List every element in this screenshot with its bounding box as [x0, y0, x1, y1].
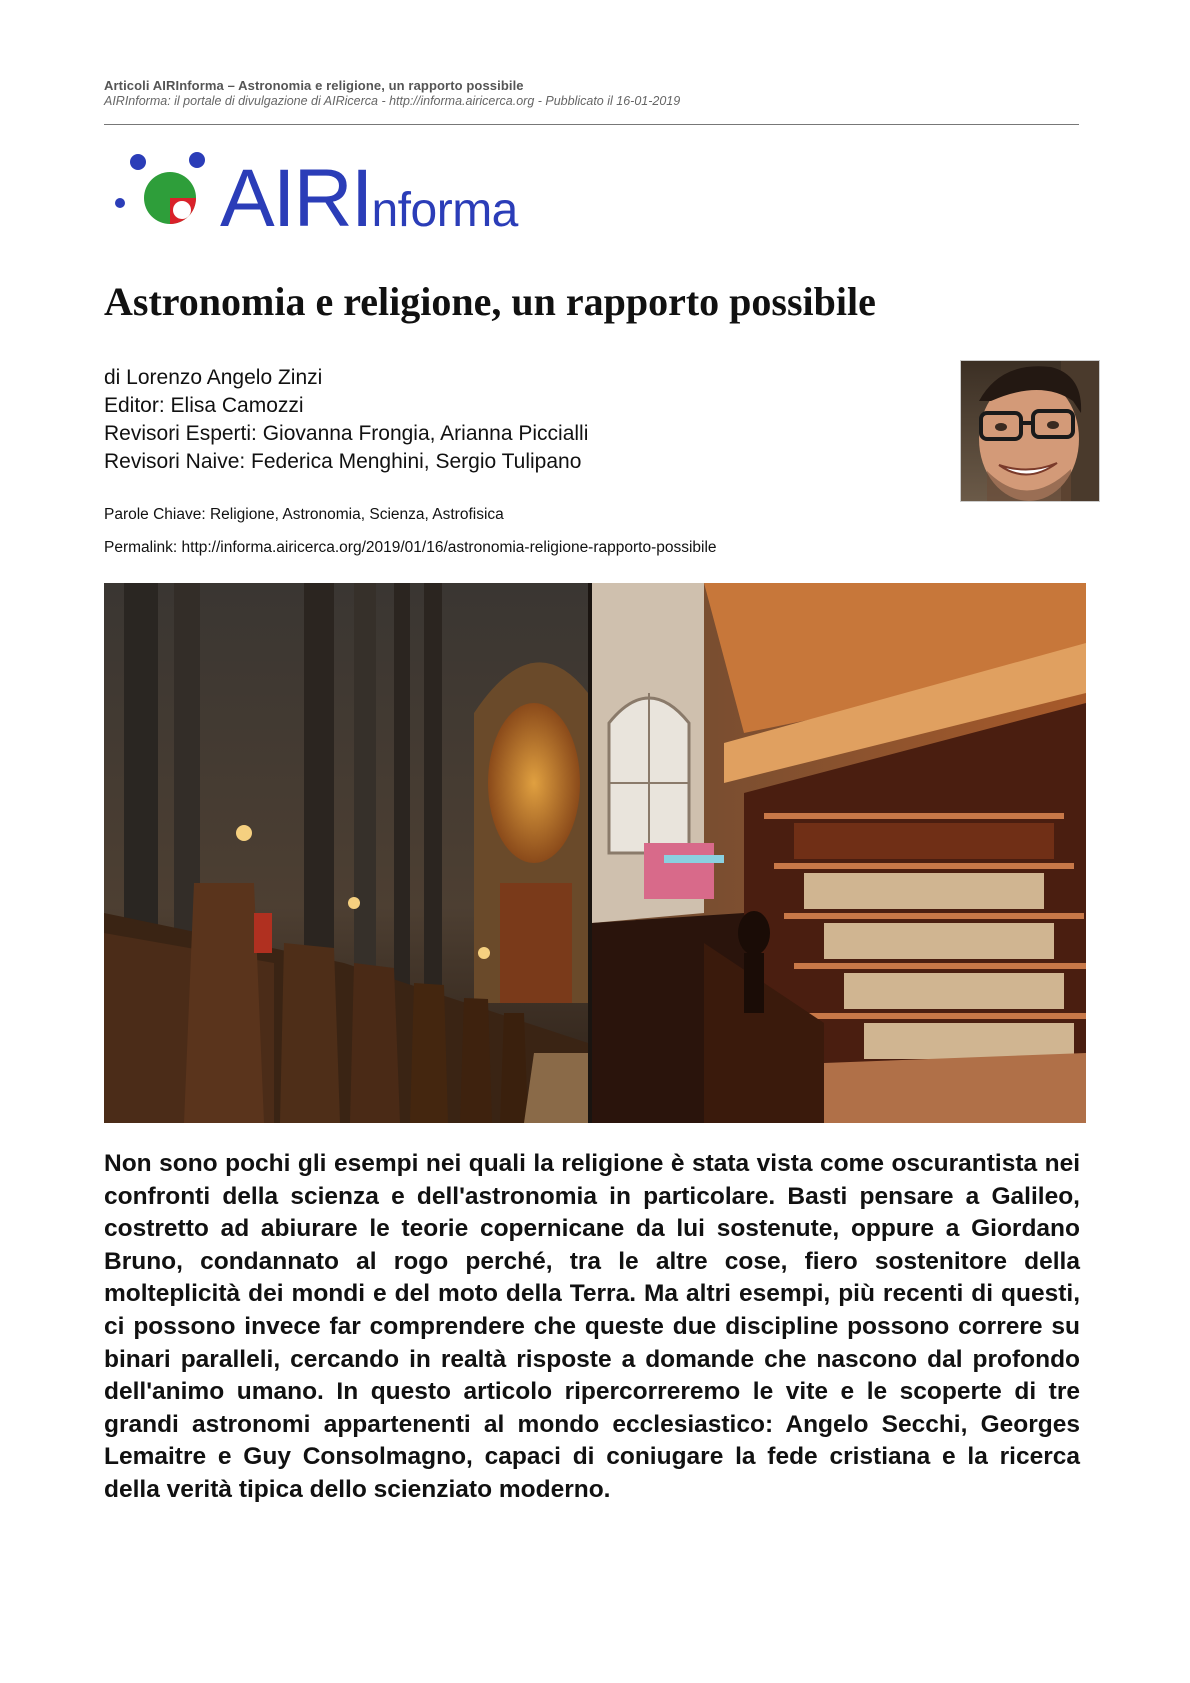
- running-header-subtitle: AIRInforma: il portale di divulgazione di AIRicerca - http://informa.airicerca.org - Pubblicato il 16-01-2019: [104, 94, 681, 108]
- article-body-paragraph: Non sono pochi gli esempi nei quali la religione è stata vista come oscurantista nei confronti della scienza e dell'astronomia in particolare. Basti pensare a Galileo, costretto ad abiurare le teorie copernicane da lui sostenute, oppure a Giordano Bruno, condannato al rogo perché, tra le altre cose, fiero sostenitore della molteplicità dei mondi e del moto della Terra. Ma altri esempi, più recenti di questi, ci possono invece far comprendere che queste due discipline possono correre su binari paralleli, cercando in realtà risposte a domande che nascono dal profondo dell'animo umano. In questo articolo ripercorreremo le vite e le scoperte di tre grandi astronomi appartenenti al mondo ecclesiastico: Angelo Secchi, Georges Lemaitre e Guy Consolmagno, capaci di coniugare la fede cristiana e la ricerca della verità tipica dello scienziato moderno.: [104, 1150, 1080, 1503]
- airinforma-logo: [112, 148, 632, 248]
- header-divider: [104, 124, 1079, 125]
- author-line: di Lorenzo Angelo Zinzi: [104, 366, 323, 389]
- running-header: [104, 78, 1079, 108]
- article-title: Astronomia e religione, un rapporto possibile: [104, 279, 876, 324]
- article-credits: [104, 364, 588, 476]
- logo-dots-icon: [112, 148, 222, 248]
- running-header-title: Articoli AIRInforma – Astronomia e religione, un rapporto possibile: [104, 78, 524, 93]
- logo-airi: AIRI: [220, 153, 372, 244]
- logo-nforma: nforma: [371, 184, 518, 237]
- naive-reviewers-line: Revisori Naive: Federica Menghini, Sergio Tulipano: [104, 450, 582, 473]
- editor-line: Editor: Elisa Camozzi: [104, 394, 304, 417]
- logo-wordmark: [220, 154, 518, 244]
- keywords-line: Parole Chiave: Religione, Astronomia, Scienza, Astrofisica: [104, 506, 504, 523]
- expert-reviewers-line: Revisori Esperti: Giovanna Frongia, Arianna Piccialli: [104, 422, 589, 445]
- author-photo: [960, 360, 1100, 502]
- permalink-line[interactable]: Permalink: http://informa.airicerca.org/2019/01/16/astronomia-religione-rapporto-possibile: [104, 539, 717, 556]
- hero-image-church-library: [104, 583, 1086, 1123]
